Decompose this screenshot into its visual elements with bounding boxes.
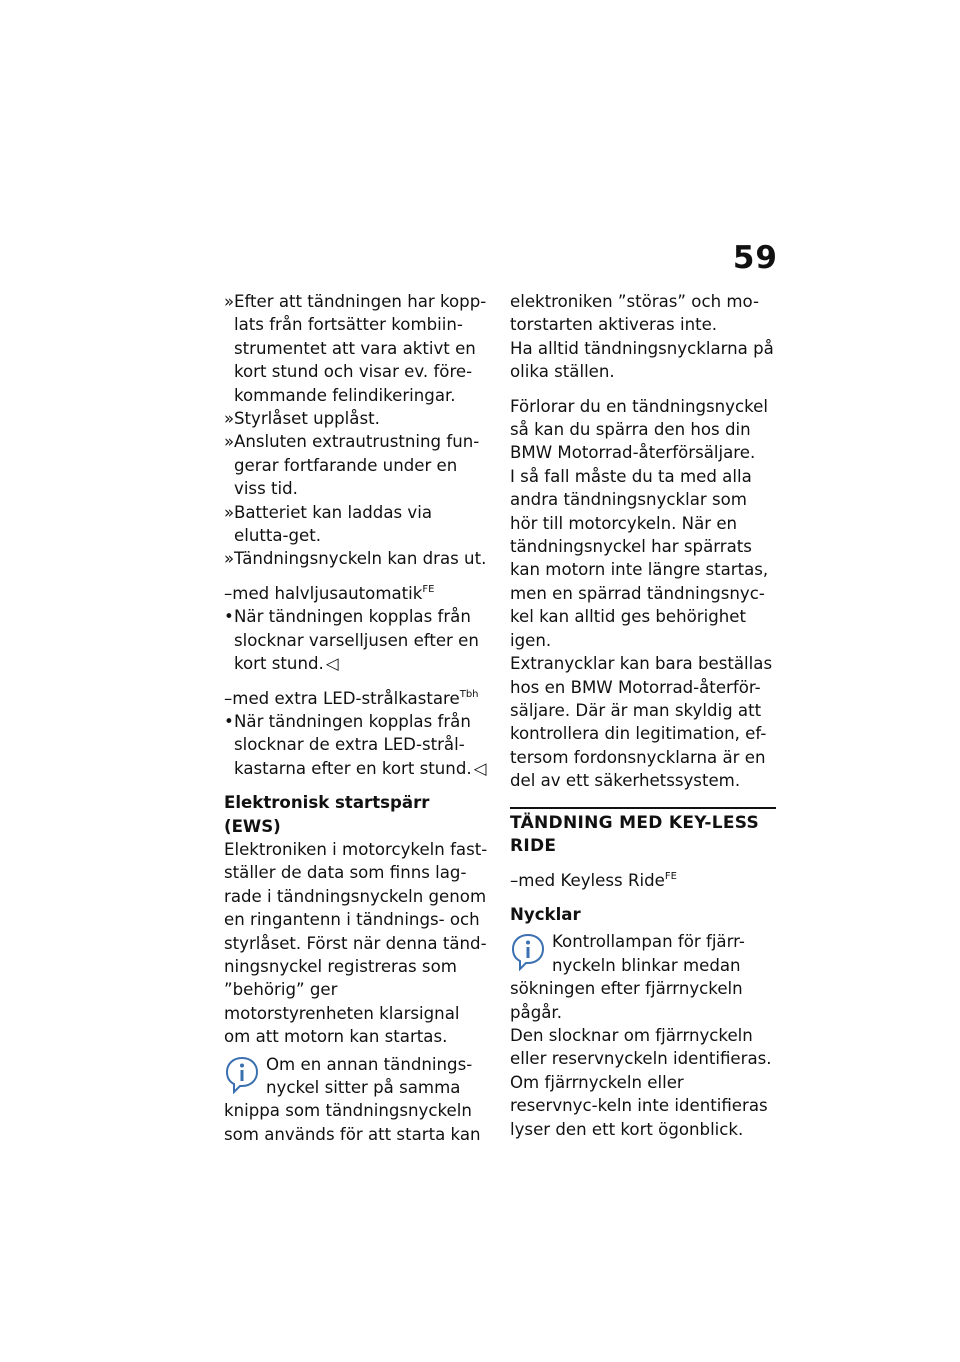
condition-text: –med extra LED-strålkastare — [224, 688, 460, 708]
condition-label — [224, 582, 490, 605]
list-item-text: Efter att tändningen har kopp-lats från fortsätter kombiin-strumentet att vara aktivt en kort stund och visar ev. före-kommande felindikeringar. — [234, 292, 487, 405]
list-item — [224, 430, 490, 500]
section-heading: TÄNDNING MED KEY-LESS RIDE — [510, 807, 776, 858]
option-superscript: Tbh — [459, 688, 479, 700]
ews-heading: Elektronisk startspärr (EWS) — [224, 793, 430, 836]
dot-mark: • — [224, 607, 234, 627]
condition-text: –med halvljusautomatik — [224, 583, 423, 603]
option-superscript: FE — [664, 870, 677, 882]
list-item — [224, 290, 490, 407]
list-item-text: När tändningen kopplas från slocknar varselljusen efter en kort stund. — [234, 607, 479, 674]
paragraph: Ha alltid tändningsnycklarna på olika ställen. — [510, 338, 774, 382]
note-text: Om en annan tändnings-nyckel sitter på samma knippa som tändningsnyckeln som används för att starta kan — [224, 1054, 481, 1144]
list-item-text: När tändningen kopplas från slocknar de extra LED-strål-kastarna efter en kort stund. — [234, 711, 472, 778]
end-marker-icon: ◁ — [325, 654, 339, 674]
paragraph: Extranycklar kan bara beställas hos en BMW Motorrad-återför-säljare. Där är man skyldig att kontrollera din legitimation, ef-tersom fordonsnycklarna är en del av ett säkerhetssystem. — [510, 654, 773, 791]
condition-label — [224, 687, 490, 710]
ews-paragraph: Elektroniken i motorcykeln fast-ställer de data som finns lag-rade i tändningsnyckeln genom en ringantenn i tändnings- och styrlåset. Först när denna tänd-ningsnyckel registreras som ”behörig” ger motorstyrenheten klarsignal om att motorn kan startas. — [224, 839, 488, 1047]
info-note — [510, 930, 776, 1024]
list-item — [224, 547, 490, 570]
end-marker-icon: ◁ — [473, 758, 487, 778]
list-item-text: Tändningsnyckeln kan dras ut. — [234, 549, 487, 569]
option-superscript: FE — [422, 583, 435, 595]
list-item-text: Batteriet kan laddas via elutta-get. — [234, 502, 433, 546]
bullet-mark: » — [224, 502, 235, 522]
bullet-mark: » — [224, 292, 235, 311]
paragraph: I så fall måste du ta med alla andra tändningsnycklar som hör till motorcykeln. När en tändningsnyckel har spärrats kan motorn inte längre startas, men en spärrad tändningsnyc-kel kan alltid ges behörighet igen. — [510, 466, 769, 650]
dot-mark: • — [224, 711, 234, 731]
bullet-mark: » — [224, 549, 235, 569]
info-icon — [224, 1056, 260, 1094]
left-column — [224, 290, 490, 1146]
paragraph: Den slocknar om fjärrnyckeln eller reservnyckeln identifieras. Om fjärrnyckeln eller reservnyc-keln inte identifieras lyser den ett kort ögonblick. — [510, 1025, 772, 1139]
list-item-text: Ansluten extrautrustning fun-gerar fortfarande under en viss tid. — [234, 432, 480, 499]
info-icon — [510, 933, 546, 971]
note-text: Kontrollampan för fjärr-nyckeln blinkar medan sökningen efter fjärrnyckeln pågår. — [510, 932, 745, 1022]
list-item — [224, 407, 490, 430]
info-note — [224, 1053, 490, 1147]
page-number: 59 — [732, 240, 778, 276]
list-item-text: Styrlåset upplåst. — [234, 409, 380, 429]
condition-label — [510, 869, 776, 892]
status-bullet-list — [224, 290, 490, 571]
bullet-mark: » — [224, 432, 235, 452]
paragraph: elektroniken ”störas” och mo-torstarten aktiveras inte. — [510, 292, 759, 335]
list-item — [224, 501, 490, 548]
list-item — [224, 605, 490, 675]
paragraph: Förlorar du en tändningsnyckel så kan du spärra den hos din BMW Motorrad-återförsäljare. — [510, 396, 768, 463]
list-item — [224, 710, 490, 780]
condition-text: –med Keyless Ride — [510, 870, 665, 890]
right-column — [510, 290, 776, 1141]
bullet-mark: » — [224, 409, 235, 429]
subheading: Nycklar — [510, 904, 581, 924]
